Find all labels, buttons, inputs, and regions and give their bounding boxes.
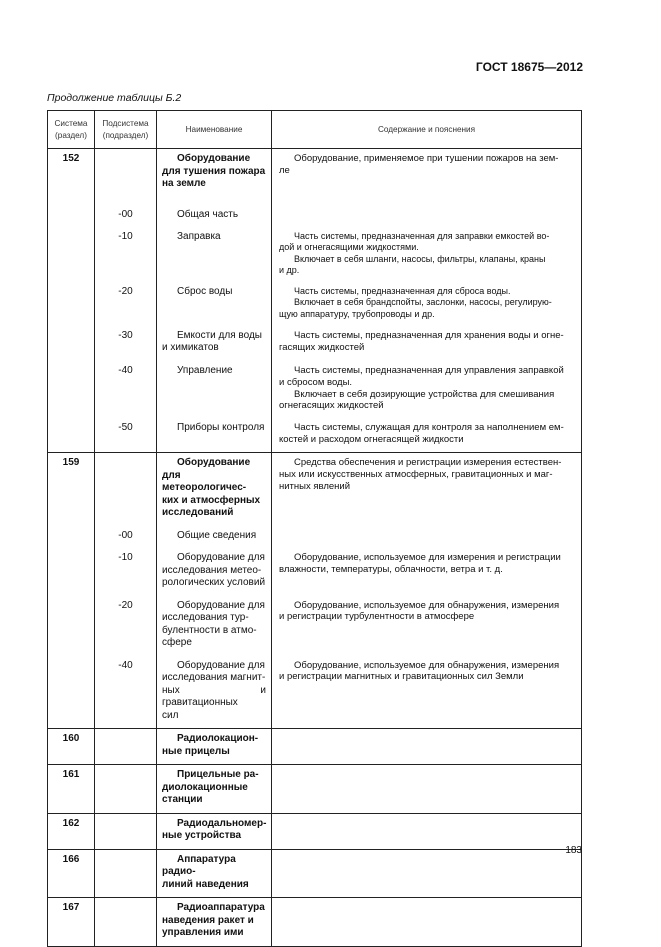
name-line: Аппаратура радио-	[162, 853, 236, 877]
name-line: Оборудование для	[177, 552, 265, 563]
table-row	[48, 898, 582, 947]
table-header-row	[48, 111, 582, 149]
cell-content	[272, 813, 582, 849]
content-line: щую аппаратуру, трубопроводы и др.	[279, 308, 435, 319]
cell-system	[48, 361, 95, 419]
name-line: сфере	[162, 637, 192, 648]
cell-content	[272, 326, 582, 361]
content-line: Часть системы, предназначенная для управления заправкой	[294, 364, 564, 376]
table-row	[48, 765, 582, 814]
cell-subsystem	[95, 849, 157, 898]
name-line: Оборудование для	[177, 599, 265, 611]
name-line: линий наведения	[162, 878, 249, 890]
name-line: исследования магнит-	[162, 672, 266, 683]
header-subsystem-line2: (подраздел)	[102, 130, 149, 140]
content-line: и сбросом воды.	[279, 376, 353, 388]
cell-system	[48, 656, 95, 729]
cell-subsystem: -10	[95, 227, 157, 282]
cell-system	[48, 227, 95, 282]
classification-table	[47, 110, 582, 947]
name-line: булентности в атмо-	[162, 624, 257, 636]
cell-subsystem	[95, 729, 157, 765]
table-row	[48, 526, 582, 549]
content-line: Включает в себя дозирующие устройства для смешивания	[294, 388, 555, 400]
content-line: и регистрации магнитных и гравитационных сил Земли	[279, 671, 524, 683]
name-line: диолокационные	[162, 781, 248, 793]
cell-name	[157, 282, 272, 326]
name-line: исследования тур-	[162, 612, 249, 623]
header-content: Содержание и пояснения	[272, 111, 582, 149]
content-line: Оборудование, используемое для измерения и регистрации	[294, 552, 561, 563]
name-line: для тушения пожара	[162, 165, 266, 177]
name-line: Оборудование для	[177, 659, 265, 671]
table-row	[48, 205, 582, 228]
name-line: Заправка	[177, 231, 221, 242]
content-line: ных или искусственных атмосферных, гравитационных и маг-	[279, 468, 553, 480]
content-line: костей и расходом огнегасящей жидкости	[279, 434, 464, 446]
content-line: нитных явлений	[279, 480, 351, 492]
name-line: Радиоаппаратура	[177, 902, 265, 913]
cell-system: 166	[48, 849, 95, 898]
cell-system	[48, 596, 95, 656]
content-line: Средства обеспечения и регистрации измерения естествен-	[294, 457, 562, 468]
cell-system: 162	[48, 813, 95, 849]
cell-content	[272, 596, 582, 656]
cell-subsystem: -20	[95, 282, 157, 326]
cell-name	[157, 453, 272, 526]
table-row	[48, 729, 582, 765]
name-line: Управление	[177, 364, 233, 376]
name-line: Емкости для воды	[177, 329, 262, 341]
table-row	[48, 849, 582, 898]
table-row	[48, 227, 582, 282]
cell-subsystem	[95, 453, 157, 526]
cell-name	[157, 361, 272, 419]
cell-subsystem: -20	[95, 596, 157, 656]
name-line: Оборудование	[177, 457, 251, 468]
header-system-line2: (раздел)	[55, 130, 87, 140]
content-line: Включает в себя брандспойты, заслонки, насосы, регулирую-	[294, 297, 552, 308]
table-row	[48, 656, 582, 729]
content-line: влажности, температуры, облачности, ветра и т. д.	[279, 563, 503, 575]
cell-subsystem: -00	[95, 205, 157, 228]
name-line: на земле	[162, 178, 206, 189]
content-line: гасящих жидкостей	[279, 341, 365, 353]
content-line: и регистрации турбулентности в атмосфере	[279, 611, 475, 623]
cell-subsystem	[95, 898, 157, 947]
name-line: Радиолокацион-	[177, 733, 259, 744]
name-line: Приборы контроля	[177, 422, 265, 434]
header-system-line1: Система	[54, 119, 88, 129]
header-name: Наименование	[157, 111, 272, 149]
cell-content	[272, 227, 582, 282]
cell-system: 167	[48, 898, 95, 947]
cell-content	[272, 898, 582, 947]
name-line: исследования метео-	[162, 564, 262, 576]
content-line: Оборудование, применяемое при тушении пожаров на зем-	[294, 153, 559, 164]
cell-content	[272, 548, 582, 596]
cell-name	[157, 205, 272, 228]
cell-subsystem	[95, 149, 157, 205]
cell-subsystem: -30	[95, 326, 157, 361]
cell-name	[157, 326, 272, 361]
name-line: управления ими	[162, 927, 244, 938]
name-line: наведения ракет и	[162, 914, 254, 926]
name-line: Сброс воды	[177, 286, 233, 297]
content-line: дой и огнегасящими жидкостями.	[279, 242, 419, 253]
cell-system: 161	[48, 765, 95, 814]
cell-system	[48, 326, 95, 361]
name-line: ные устройства	[162, 830, 242, 841]
cell-subsystem: -00	[95, 526, 157, 549]
cell-subsystem	[95, 813, 157, 849]
cell-system: 159	[48, 453, 95, 526]
name-line: Общая часть	[177, 208, 239, 220]
content-line: огнегасящих жидкостей	[279, 400, 384, 412]
table-row	[48, 596, 582, 656]
cell-content	[272, 361, 582, 419]
cell-content	[272, 418, 582, 452]
content-line: Часть системы, предназначенная для сброса воды.	[294, 286, 511, 296]
cell-subsystem: -40	[95, 656, 157, 729]
table-row	[48, 813, 582, 849]
cell-name	[157, 765, 272, 814]
cell-content	[272, 205, 582, 228]
name-line: ные прицелы	[162, 745, 230, 757]
cell-subsystem: -50	[95, 418, 157, 452]
cell-name	[157, 418, 272, 452]
cell-content	[272, 453, 582, 526]
name-line: Прицельные ра-	[177, 769, 259, 780]
content-line: Часть системы, предназначенная для заправки емкостей во-	[294, 231, 550, 241]
cell-name	[157, 596, 272, 656]
cell-subsystem	[95, 765, 157, 814]
name-line: Радиодальномер-	[177, 817, 267, 829]
cell-subsystem: -10	[95, 548, 157, 596]
table-row	[48, 453, 582, 526]
name-line: для метеорологичес-	[162, 469, 247, 493]
cell-system	[48, 526, 95, 549]
cell-content	[272, 656, 582, 729]
content-line: Оборудование, используемое для обнаружения, измерения	[294, 599, 560, 611]
table-row	[48, 418, 582, 452]
cell-content	[272, 526, 582, 549]
cell-name	[157, 729, 272, 765]
page-number: 183	[565, 845, 582, 856]
content-line: ле	[279, 164, 290, 176]
content-line: Включает в себя шланги, насосы, фильтры, клапаны, краны	[294, 253, 546, 264]
cell-name	[157, 227, 272, 282]
table-row	[48, 282, 582, 326]
cell-content	[272, 849, 582, 898]
header-subsystem-line1: Подсистема	[102, 119, 149, 129]
name-line: ных и гравитационных	[162, 684, 266, 708]
name-line: исследований	[162, 507, 234, 518]
name-line: Оборудование	[177, 153, 251, 164]
name-line: Общие сведения	[177, 529, 257, 541]
cell-system	[48, 548, 95, 596]
table-row	[48, 548, 582, 596]
table-row	[48, 361, 582, 419]
content-line: и др.	[279, 264, 300, 275]
cell-name	[157, 548, 272, 596]
header-subsystem	[95, 111, 157, 149]
cell-content	[272, 282, 582, 326]
name-line: сил	[162, 709, 179, 721]
table-row	[48, 326, 582, 361]
cell-name	[157, 898, 272, 947]
cell-name	[157, 149, 272, 205]
name-line: станции	[162, 794, 203, 805]
cell-system	[48, 205, 95, 228]
table-row	[48, 149, 582, 205]
cell-content	[272, 765, 582, 814]
content-line: Часть системы, служащая для контроля за наполнением ем-	[294, 422, 564, 434]
cell-system: 152	[48, 149, 95, 205]
cell-name	[157, 526, 272, 549]
cell-system: 160	[48, 729, 95, 765]
cell-system	[48, 282, 95, 326]
cell-content	[272, 149, 582, 205]
cell-content	[272, 729, 582, 765]
content-line: Часть системы, предназначенная для хранения воды и огне-	[294, 329, 564, 341]
name-line: ких и атмосферных	[162, 494, 261, 506]
content-line: Оборудование, используемое для обнаружения, измерения	[294, 659, 560, 671]
document-id: ГОСТ 18675—2012	[475, 60, 583, 74]
cell-system	[48, 418, 95, 452]
cell-name	[157, 656, 272, 729]
name-line: и химикатов	[162, 342, 219, 354]
table-caption: Продолжение таблицы Б.2	[47, 92, 182, 104]
cell-name	[157, 813, 272, 849]
cell-subsystem: -40	[95, 361, 157, 419]
name-line: рологических условий	[162, 577, 266, 588]
cell-name	[157, 849, 272, 898]
header-system	[48, 111, 95, 149]
